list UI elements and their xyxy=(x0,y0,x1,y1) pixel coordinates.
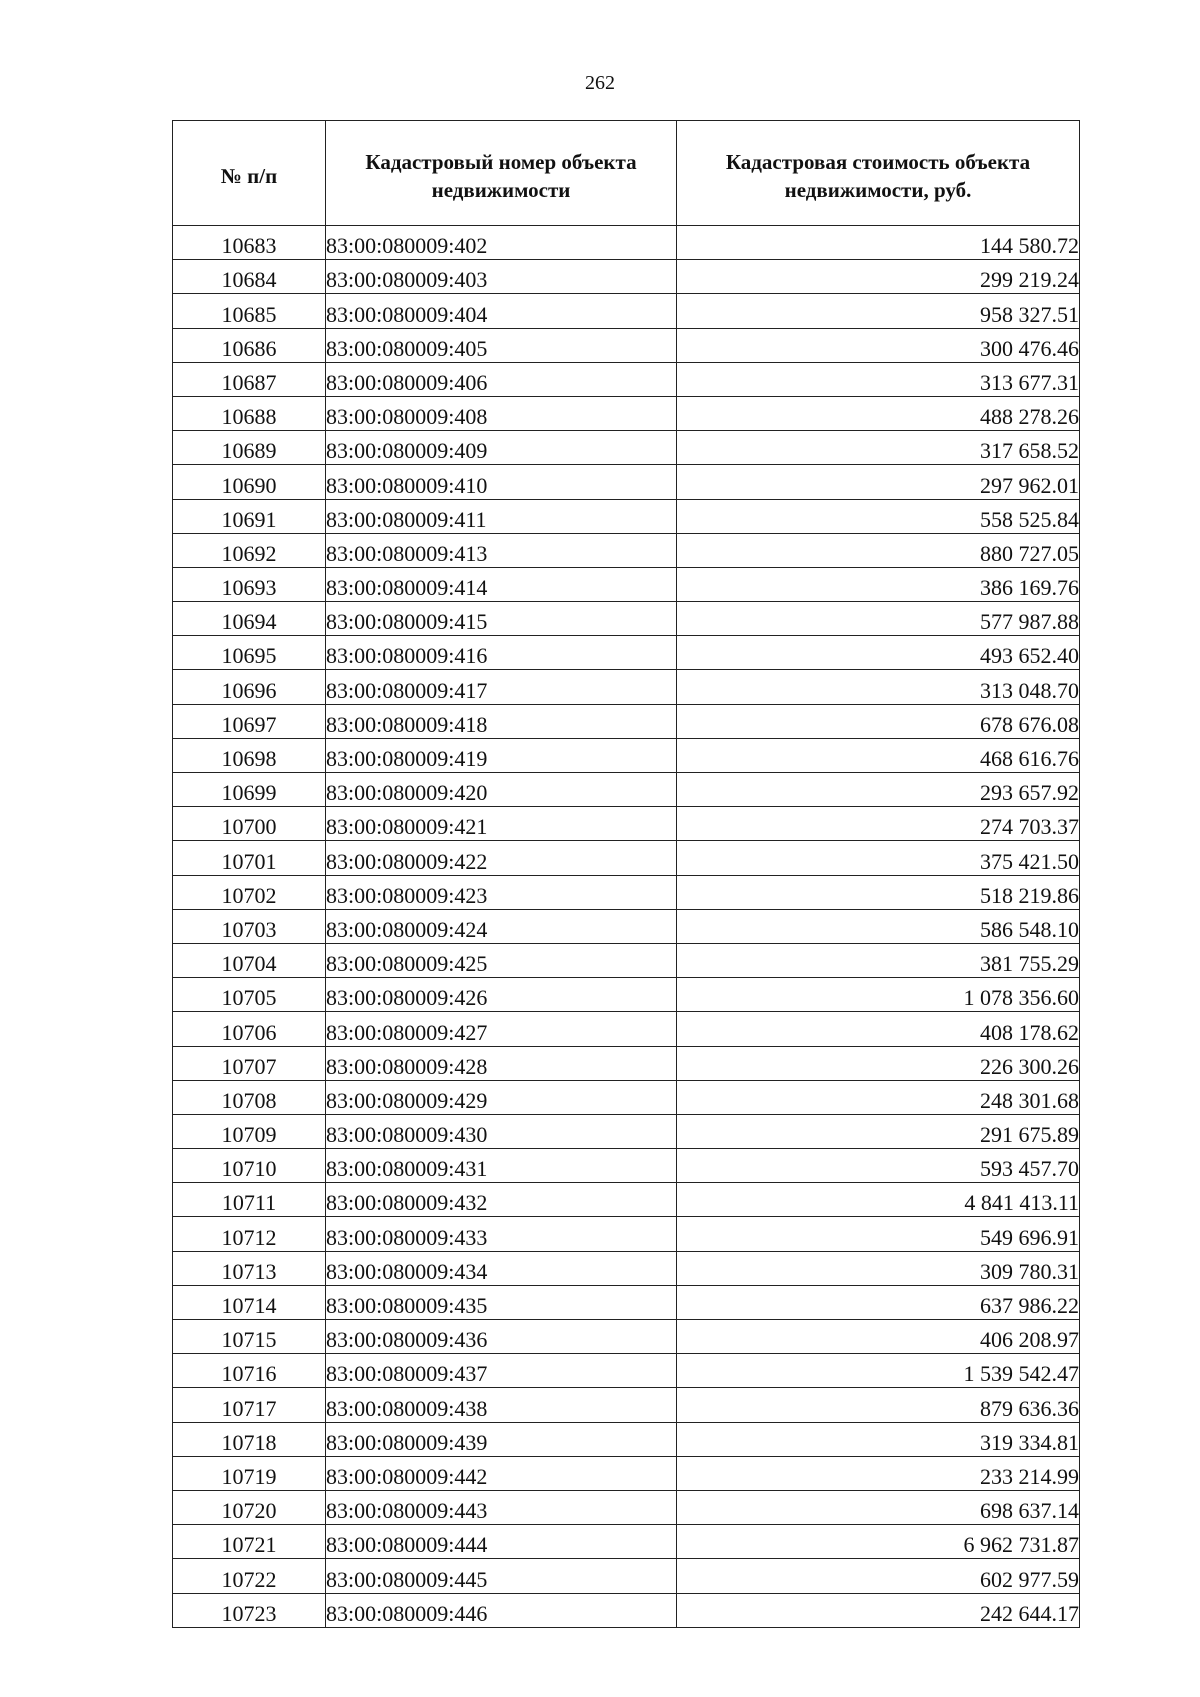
cadastral-value-cell: 6 962 731.87 xyxy=(677,1525,1080,1559)
cadastral-number-cell: 83:00:080009:426 xyxy=(326,978,677,1012)
row-number-cell: 10722 xyxy=(173,1559,326,1593)
table-row xyxy=(173,602,1080,636)
cadastral-number-cell: 83:00:080009:415 xyxy=(326,602,677,636)
cadastral-value-cell: 299 219.24 xyxy=(677,260,1080,294)
table-row xyxy=(173,978,1080,1012)
cadastral-number-cell: 83:00:080009:405 xyxy=(326,328,677,362)
cadastral-number-cell: 83:00:080009:411 xyxy=(326,499,677,533)
cadastral-number-cell: 83:00:080009:432 xyxy=(326,1183,677,1217)
cadastral-value-cell: 313 677.31 xyxy=(677,362,1080,396)
cadastral-number-cell: 83:00:080009:427 xyxy=(326,1012,677,1046)
cadastral-value-cell: 233 214.99 xyxy=(677,1456,1080,1490)
cadastral-value-cell: 593 457.70 xyxy=(677,1149,1080,1183)
row-number-cell: 10691 xyxy=(173,499,326,533)
row-number-cell: 10695 xyxy=(173,636,326,670)
table-row xyxy=(173,1046,1080,1080)
row-number-cell: 10692 xyxy=(173,533,326,567)
cadastral-number-cell: 83:00:080009:420 xyxy=(326,773,677,807)
cadastral-number-cell: 83:00:080009:419 xyxy=(326,738,677,772)
row-number-cell: 10715 xyxy=(173,1320,326,1354)
table-row xyxy=(173,362,1080,396)
table-row xyxy=(173,465,1080,499)
header-cadastral-value: Кадастровая стоимость объекта недвижимости, руб. xyxy=(677,121,1080,226)
table-row xyxy=(173,1354,1080,1388)
row-number-cell: 10686 xyxy=(173,328,326,362)
row-number-cell: 10714 xyxy=(173,1285,326,1319)
cadastral-value-cell: 1 539 542.47 xyxy=(677,1354,1080,1388)
row-number-cell: 10687 xyxy=(173,362,326,396)
cadastral-value-cell: 248 301.68 xyxy=(677,1080,1080,1114)
row-number-cell: 10689 xyxy=(173,431,326,465)
cadastral-value-cell: 274 703.37 xyxy=(677,807,1080,841)
cadastral-number-cell: 83:00:080009:425 xyxy=(326,943,677,977)
cadastral-number-cell: 83:00:080009:403 xyxy=(326,260,677,294)
row-number-cell: 10717 xyxy=(173,1388,326,1422)
cadastral-number-cell: 83:00:080009:406 xyxy=(326,362,677,396)
table-row xyxy=(173,841,1080,875)
table-row xyxy=(173,396,1080,430)
row-number-cell: 10711 xyxy=(173,1183,326,1217)
cadastral-value-cell: 488 278.26 xyxy=(677,396,1080,430)
cadastral-number-cell: 83:00:080009:430 xyxy=(326,1114,677,1148)
row-number-cell: 10706 xyxy=(173,1012,326,1046)
table-row xyxy=(173,1149,1080,1183)
table-row xyxy=(173,1422,1080,1456)
cadastral-value-cell: 958 327.51 xyxy=(677,294,1080,328)
cadastral-value-cell: 408 178.62 xyxy=(677,1012,1080,1046)
cadastral-number-cell: 83:00:080009:414 xyxy=(326,567,677,601)
cadastral-number-cell: 83:00:080009:428 xyxy=(326,1046,677,1080)
row-number-cell: 10688 xyxy=(173,396,326,430)
table-row xyxy=(173,1456,1080,1490)
cadastral-value-cell: 293 657.92 xyxy=(677,773,1080,807)
cadastral-value-cell: 1 078 356.60 xyxy=(677,978,1080,1012)
cadastral-value-cell: 291 675.89 xyxy=(677,1114,1080,1148)
cadastral-value-cell: 493 652.40 xyxy=(677,636,1080,670)
cadastral-number-cell: 83:00:080009:437 xyxy=(326,1354,677,1388)
row-number-cell: 10704 xyxy=(173,943,326,977)
cadastral-number-cell: 83:00:080009:424 xyxy=(326,909,677,943)
cadastral-value-cell: 4 841 413.11 xyxy=(677,1183,1080,1217)
row-number-cell: 10683 xyxy=(173,226,326,260)
cadastral-value-cell: 406 208.97 xyxy=(677,1320,1080,1354)
header-row-number: № п/п xyxy=(173,121,326,226)
table-header-row xyxy=(173,121,1080,226)
table-row xyxy=(173,875,1080,909)
table-row xyxy=(173,1490,1080,1524)
table-row xyxy=(173,567,1080,601)
cadastral-value-cell: 381 755.29 xyxy=(677,943,1080,977)
table-header xyxy=(173,121,1080,226)
cadastral-number-cell: 83:00:080009:413 xyxy=(326,533,677,567)
cadastral-number-cell: 83:00:080009:417 xyxy=(326,670,677,704)
table-row xyxy=(173,1183,1080,1217)
cadastral-value-cell: 375 421.50 xyxy=(677,841,1080,875)
table-row xyxy=(173,1320,1080,1354)
cadastral-number-cell: 83:00:080009:409 xyxy=(326,431,677,465)
cadastral-number-cell: 83:00:080009:408 xyxy=(326,396,677,430)
row-number-cell: 10699 xyxy=(173,773,326,807)
cadastral-number-cell: 83:00:080009:439 xyxy=(326,1422,677,1456)
cadastral-value-cell: 558 525.84 xyxy=(677,499,1080,533)
cadastral-value-cell: 549 696.91 xyxy=(677,1217,1080,1251)
table-row xyxy=(173,1012,1080,1046)
table-row xyxy=(173,1593,1080,1627)
cadastral-value-cell: 309 780.31 xyxy=(677,1251,1080,1285)
cadastral-value-cell: 226 300.26 xyxy=(677,1046,1080,1080)
table-row xyxy=(173,807,1080,841)
cadastral-number-cell: 83:00:080009:421 xyxy=(326,807,677,841)
cadastral-value-cell: 144 580.72 xyxy=(677,226,1080,260)
table-row xyxy=(173,1217,1080,1251)
table-row xyxy=(173,533,1080,567)
row-number-cell: 10703 xyxy=(173,909,326,943)
table-row xyxy=(173,704,1080,738)
table-row xyxy=(173,1525,1080,1559)
row-number-cell: 10707 xyxy=(173,1046,326,1080)
cadastral-value-cell: 386 169.76 xyxy=(677,567,1080,601)
cadastral-value-cell: 518 219.86 xyxy=(677,875,1080,909)
row-number-cell: 10696 xyxy=(173,670,326,704)
cadastral-number-cell: 83:00:080009:402 xyxy=(326,226,677,260)
row-number-cell: 10710 xyxy=(173,1149,326,1183)
row-number-cell: 10684 xyxy=(173,260,326,294)
table-row xyxy=(173,773,1080,807)
page-number: 262 xyxy=(585,72,615,94)
table-row xyxy=(173,1388,1080,1422)
row-number-cell: 10716 xyxy=(173,1354,326,1388)
cadastral-value-table xyxy=(172,120,1080,1628)
table-row xyxy=(173,636,1080,670)
row-number-cell: 10698 xyxy=(173,738,326,772)
cadastral-number-cell: 83:00:080009:436 xyxy=(326,1320,677,1354)
cadastral-number-cell: 83:00:080009:404 xyxy=(326,294,677,328)
table-row xyxy=(173,738,1080,772)
cadastral-value-cell: 468 616.76 xyxy=(677,738,1080,772)
row-number-cell: 10713 xyxy=(173,1251,326,1285)
cadastral-number-cell: 83:00:080009:410 xyxy=(326,465,677,499)
cadastral-number-cell: 83:00:080009:445 xyxy=(326,1559,677,1593)
table-row xyxy=(173,1251,1080,1285)
cadastral-number-cell: 83:00:080009:446 xyxy=(326,1593,677,1627)
cadastral-number-cell: 83:00:080009:431 xyxy=(326,1149,677,1183)
row-number-cell: 10718 xyxy=(173,1422,326,1456)
cadastral-number-cell: 83:00:080009:443 xyxy=(326,1490,677,1524)
cadastral-value-cell: 678 676.08 xyxy=(677,704,1080,738)
row-number-cell: 10712 xyxy=(173,1217,326,1251)
row-number-cell: 10693 xyxy=(173,567,326,601)
table-row xyxy=(173,943,1080,977)
cadastral-number-cell: 83:00:080009:416 xyxy=(326,636,677,670)
cadastral-number-cell: 83:00:080009:423 xyxy=(326,875,677,909)
row-number-cell: 10700 xyxy=(173,807,326,841)
table-row xyxy=(173,499,1080,533)
cadastral-number-cell: 83:00:080009:422 xyxy=(326,841,677,875)
row-number-cell: 10723 xyxy=(173,1593,326,1627)
table-body xyxy=(173,226,1080,1628)
cadastral-number-cell: 83:00:080009:434 xyxy=(326,1251,677,1285)
row-number-cell: 10697 xyxy=(173,704,326,738)
cadastral-number-cell: 83:00:080009:418 xyxy=(326,704,677,738)
header-cadastral-number: Кадастровый номер объекта недвижимости xyxy=(326,121,677,226)
cadastral-number-cell: 83:00:080009:444 xyxy=(326,1525,677,1559)
cadastral-value-cell: 313 048.70 xyxy=(677,670,1080,704)
table-row xyxy=(173,294,1080,328)
table-row xyxy=(173,1080,1080,1114)
cadastral-value-cell: 242 644.17 xyxy=(677,1593,1080,1627)
cadastral-value-cell: 698 637.14 xyxy=(677,1490,1080,1524)
row-number-cell: 10701 xyxy=(173,841,326,875)
row-number-cell: 10685 xyxy=(173,294,326,328)
cadastral-value-cell: 602 977.59 xyxy=(677,1559,1080,1593)
cadastral-number-cell: 83:00:080009:435 xyxy=(326,1285,677,1319)
row-number-cell: 10709 xyxy=(173,1114,326,1148)
row-number-cell: 10720 xyxy=(173,1490,326,1524)
row-number-cell: 10694 xyxy=(173,602,326,636)
cadastral-value-cell: 880 727.05 xyxy=(677,533,1080,567)
table-row xyxy=(173,670,1080,704)
cadastral-value-cell: 586 548.10 xyxy=(677,909,1080,943)
cadastral-number-cell: 83:00:080009:429 xyxy=(326,1080,677,1114)
table-row xyxy=(173,260,1080,294)
cadastral-value-cell: 577 987.88 xyxy=(677,602,1080,636)
table-row xyxy=(173,909,1080,943)
table-row xyxy=(173,328,1080,362)
cadastral-value-cell: 319 334.81 xyxy=(677,1422,1080,1456)
cadastral-value-cell: 637 986.22 xyxy=(677,1285,1080,1319)
table-row xyxy=(173,1285,1080,1319)
cadastral-value-cell: 300 476.46 xyxy=(677,328,1080,362)
table-row xyxy=(173,431,1080,465)
cadastral-value-cell: 297 962.01 xyxy=(677,465,1080,499)
row-number-cell: 10708 xyxy=(173,1080,326,1114)
row-number-cell: 10721 xyxy=(173,1525,326,1559)
row-number-cell: 10702 xyxy=(173,875,326,909)
cadastral-number-cell: 83:00:080009:433 xyxy=(326,1217,677,1251)
cadastral-number-cell: 83:00:080009:438 xyxy=(326,1388,677,1422)
table-row xyxy=(173,1114,1080,1148)
cadastral-value-cell: 879 636.36 xyxy=(677,1388,1080,1422)
row-number-cell: 10690 xyxy=(173,465,326,499)
table-row xyxy=(173,1559,1080,1593)
cadastral-value-cell: 317 658.52 xyxy=(677,431,1080,465)
cadastral-number-cell: 83:00:080009:442 xyxy=(326,1456,677,1490)
table-row xyxy=(173,226,1080,260)
row-number-cell: 10719 xyxy=(173,1456,326,1490)
row-number-cell: 10705 xyxy=(173,978,326,1012)
